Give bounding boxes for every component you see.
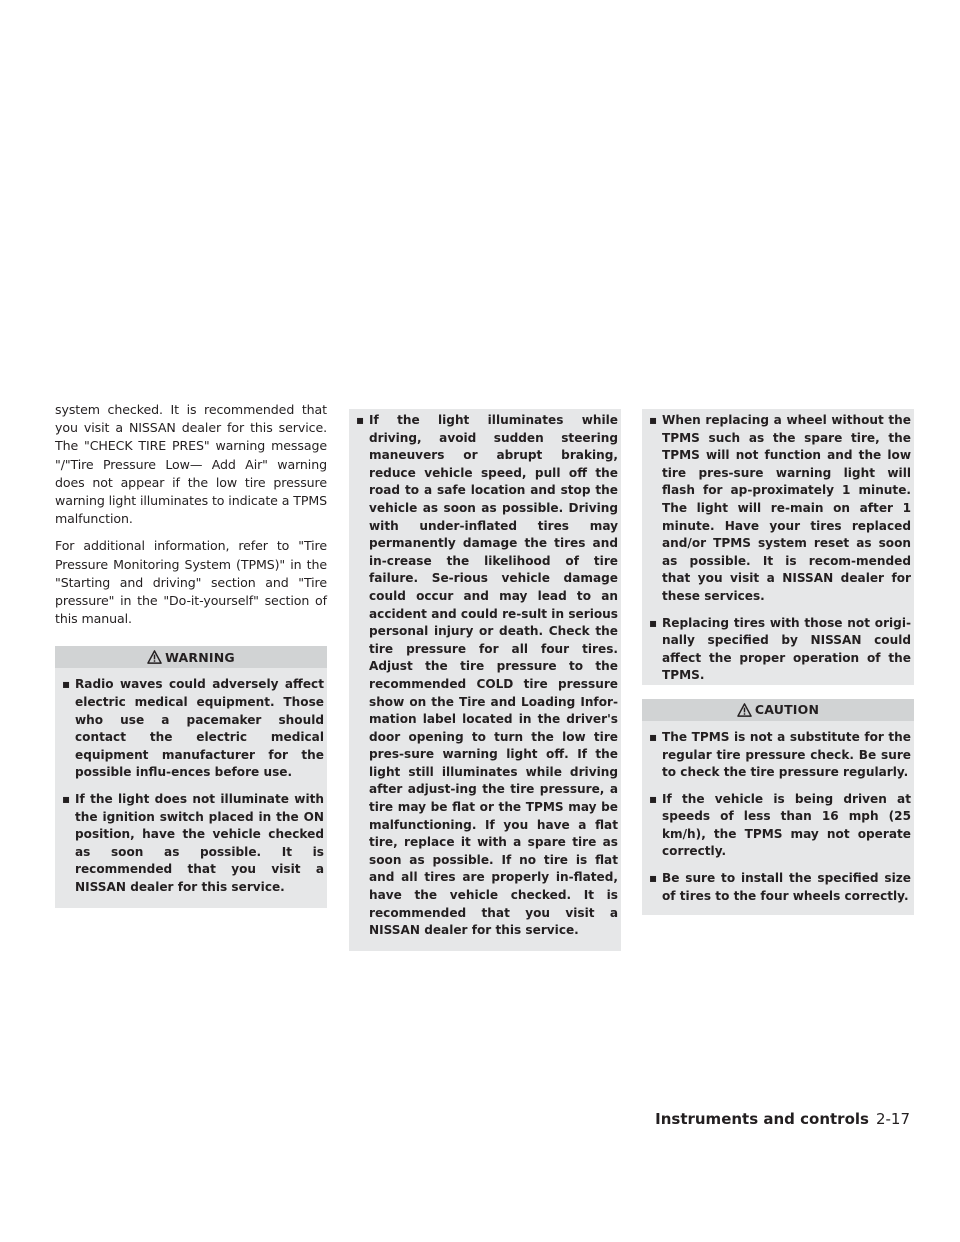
- caution-box: [642, 699, 914, 915]
- bullet: ▪: [356, 413, 365, 427]
- column-2: [349, 409, 621, 951]
- list-item: ▪ If the vehicle is being driven at speeds of less than 16 mph (25 km/h), the TPMS may not operate correctly.: [649, 791, 911, 859]
- list-item: ▪ Radio waves could adversely affect electric medical equipment. Those who use a pacemaker should contact the electric medical equipment manufacturer for the possible influ-ences before use.: [62, 677, 324, 780]
- warning-header: [55, 646, 327, 668]
- body-paragraph: system checked. It is recommended that you visit a NISSAN dealer for this service. The "CHECK TIRE PRES" warning message "/"Tire Pressure Low— Add Air" warning does not appear if the low tire pressure warning light illuminates to indicate a TPMS malfunction.: [55, 402, 327, 527]
- bullet: ▪: [649, 413, 658, 427]
- list-item: ▪ The TPMS is not a substitute for the regular tire pressure check. Be sure to check the tire pressure regularly.: [649, 729, 911, 780]
- body-paragraph: For additional information, refer to "Tire Pressure Monitoring System (TPMS)" in the "Starting and driving" section and "Tire pressure" in the "Do-it-yourself" section of this manual.: [55, 538, 327, 627]
- warning-triangle-icon: [147, 650, 162, 664]
- column-3: [642, 409, 914, 915]
- warning-triangle-icon: [737, 703, 752, 717]
- warning-title: WARNING: [165, 649, 235, 665]
- caution-title: CAUTION: [754, 702, 820, 718]
- list-item: ▪ Replacing tires with those not origi-nally specified by NISSAN could affect the proper operation of the TPMS.: [649, 615, 911, 683]
- caution-header: [642, 699, 914, 721]
- page-number: 2-17: [875, 1110, 910, 1128]
- warning-box-continued: [642, 409, 914, 685]
- warning-box: [55, 646, 327, 907]
- warning-list: [351, 409, 618, 940]
- bullet: ▪: [649, 615, 658, 630]
- bullet: ▪: [62, 677, 71, 692]
- list-item: ▪ If the light does not illuminate with the ignition switch placed in the ON position, have the vehicle checked as soon as possible. It is recommended that you visit a NISSAN dealer for this service.: [62, 792, 324, 894]
- bullet: ▪: [62, 792, 71, 806]
- bullet: ▪: [649, 791, 658, 806]
- warning-list: [644, 409, 911, 685]
- page-footer: [655, 1110, 910, 1128]
- bullet: ▪: [649, 729, 658, 744]
- column-1: [55, 401, 327, 908]
- list-item: ▪ Be sure to install the specified size of tires to the four wheels correctly.: [649, 871, 911, 903]
- warning-box-continued: [349, 409, 621, 951]
- list-item: ▪ If the light illuminates while driving, avoid sudden steering maneuvers or abrupt braking, reduce vehicle speed, pull off the road to a safe location and stop the vehicle as soon as possible. Driving with under-inflated tires may permanently damage the tires and in-crease the likelihood of tire failure. Se-rious vehicle damage could occur and may lead to an accident and could re-sult in serious personal injury or death. Check the tire pressure for all four tires. Adjust the tire pressure to the recommended COLD tire pressure show on the Tire and Loading Infor-mation label located in the driver's door opening to turn the low tire pres-sure warning light off. If the light still illuminates while driving after adjust-ing the tire pressure, a tire may be flat or the TPMS may be malfunctioning. If you have a flat tire, replace it with a spare tire as soon as possible. If no tire is flat and all tires are properly in-flated, have the vehicle checked. It is recommended that you visit a NISSAN dealer for this service.: [356, 413, 618, 938]
- footer-section-title: Instruments and controls: [655, 1110, 869, 1128]
- warning-list: [55, 676, 327, 896]
- caution-list: [642, 729, 914, 905]
- list-item: ▪ When replacing a wheel without the TPMS such as the spare tire, the TPMS will not function and the low tire pres-sure warning light will flash for ap-proximately 1 minute. The light will re-main on after 1 minute. Have your tires replaced and/or TPMS system reset as soon as possible. It is recom-mended that you visit a NISSAN dealer for these services.: [649, 413, 911, 603]
- bullet: ▪: [649, 871, 658, 886]
